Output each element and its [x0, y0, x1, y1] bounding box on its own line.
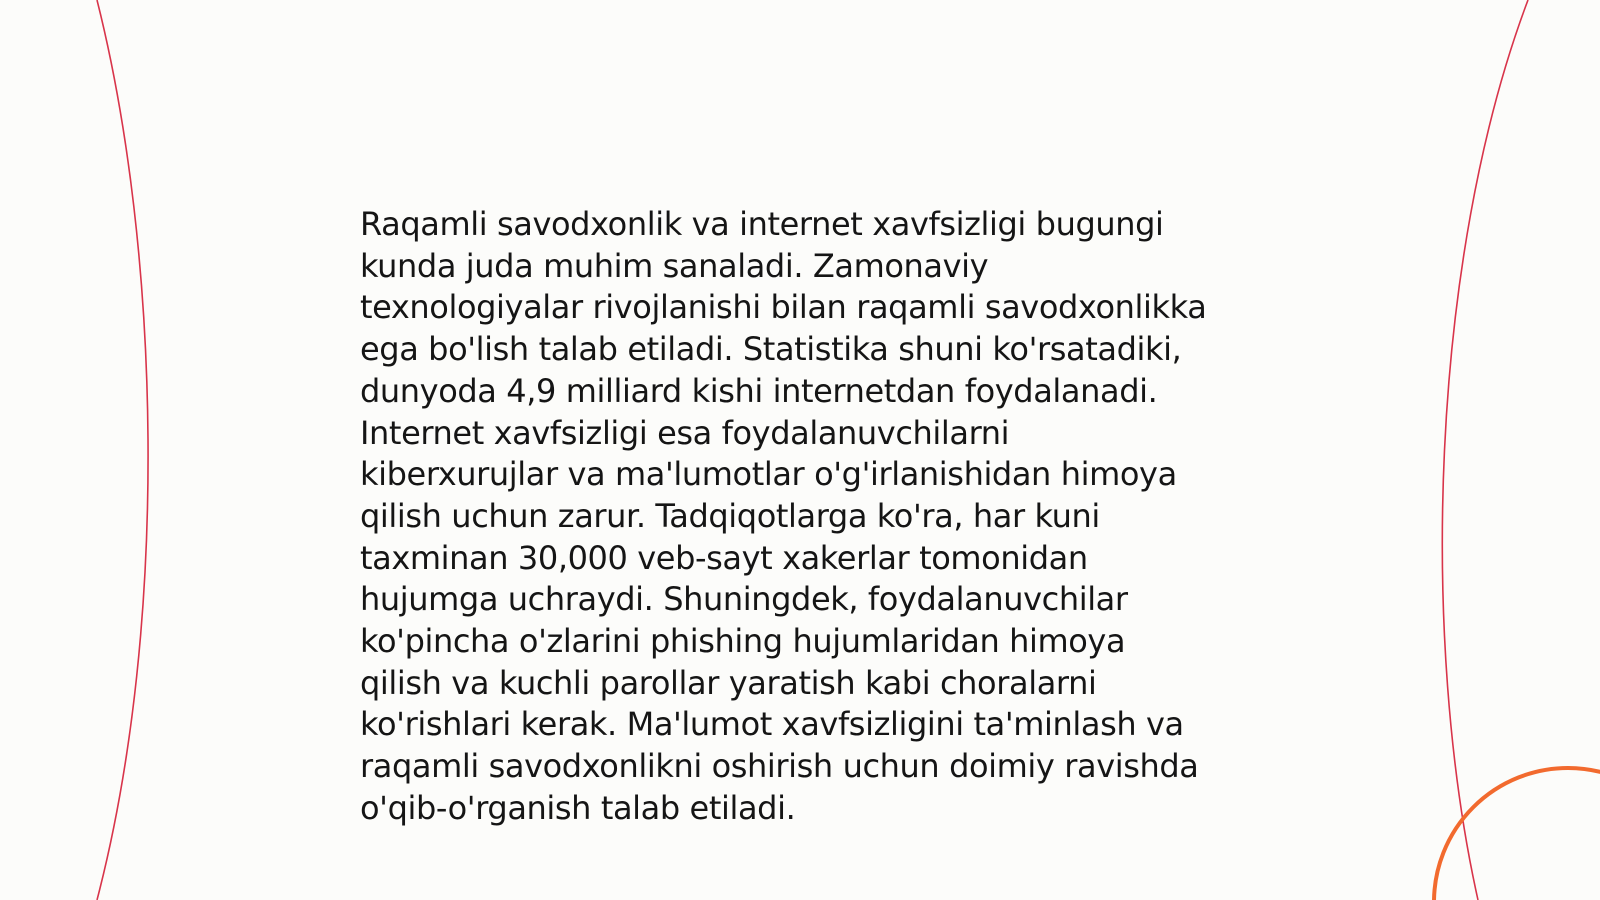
- left-arc-line: [97, 0, 148, 900]
- slide-body-text: Raqamli savodxonlik va internet xavfsizligi bugungi kunda juda muhim sanaladi. Zamonaviy texnologiyalar rivojlanishi bilan raqamli savodxonlikka ega bo'lish talab etiladi. Statistika shuni ko'rsatadiki, dunyoda 4,9 milliard kishi internetdan foydalanadi. Internet xavfsizligi esa foydalanuvchilarni kiberxurujlar va ma'lumotlar o'g'irlanishidan himoya qilish uchun zarur. Tadqiqotlarga ko'ra, har kuni taxminan 30,000 veb-sayt xakerlar tomonidan hujumga uchraydi. Shuningdek, foydalanuvchilar ko'pincha o'zlarini phishing hujumlaridan himoya qilish va kuchli parollar yaratish kabi choralarni ko'rishlari kerak. Ma'lumot xavfsizligini ta'minlash va raqamli savodxonlikni oshirish uchun doimiy ravishda o'qib-o'rganish talab etiladi.: [360, 205, 1207, 827]
- right-arc-line: [1442, 0, 1528, 900]
